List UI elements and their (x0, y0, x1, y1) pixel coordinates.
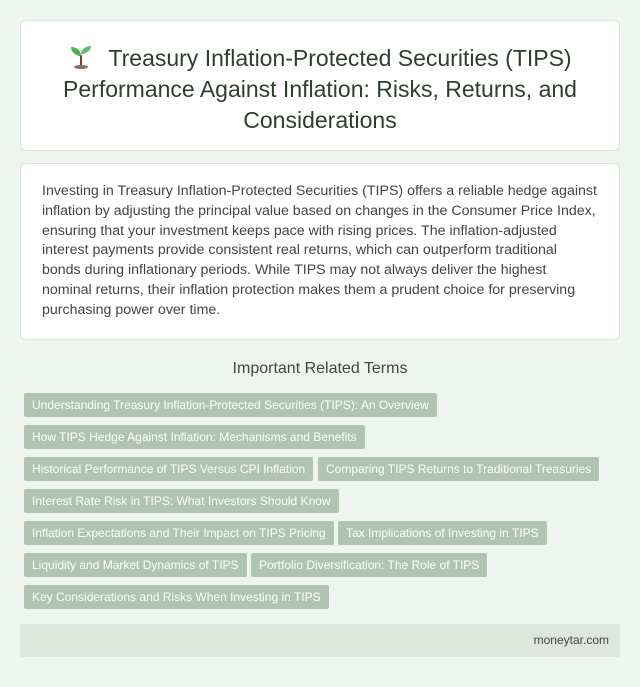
term-tag[interactable]: Interest Rate Risk in TIPS: What Investors Should Know (24, 489, 339, 513)
summary-card (20, 163, 620, 340)
term-tag[interactable]: Liquidity and Market Dynamics of TIPS (24, 553, 247, 577)
term-tag[interactable]: Key Considerations and Risks When Investing in TIPS (24, 585, 329, 609)
title-text: Treasury Inflation-Protected Securities (TIPS) Performance Against Inflation: Risks, Returns, and Considerations (63, 45, 577, 133)
term-tag[interactable]: Historical Performance of TIPS Versus CPI Inflation (24, 457, 313, 481)
title-card (20, 20, 620, 151)
term-tag[interactable]: Inflation Expectations and Their Impact on TIPS Pricing (24, 521, 334, 545)
term-tag[interactable]: Tax Implications of Investing in TIPS (338, 521, 547, 545)
term-tag[interactable]: Understanding Treasury Inflation-Protected Securities (TIPS): An Overview (24, 393, 437, 417)
footer (20, 624, 620, 657)
related-terms-heading: Important Related Terms (232, 360, 408, 377)
summary-paragraph: Investing in Treasury Inflation-Protected Securities (TIPS) offers a reliable hedge against inflation by adjusting the principal value based on changes in the Consumer Price Index, ensuring that your investment keeps pace with rising prices. The inflation-adjusted interest payments provide consistent real returns, which can outperform traditional bonds during inflationary periods. While TIPS may not always deliver the highest nominal returns, their inflation protection makes them a prudent choice for preserving purchasing power over time. (42, 183, 597, 318)
footer-site-link[interactable]: moneytar.com (533, 633, 609, 647)
page-title (21, 43, 619, 136)
sprout-icon (68, 43, 94, 69)
term-tag[interactable]: How TIPS Hedge Against Inflation: Mechanisms and Benefits (24, 425, 365, 449)
term-tag[interactable]: Comparing TIPS Returns to Traditional Treasuries (318, 457, 599, 481)
term-tag[interactable]: Portfolio Diversification: The Role of TIPS (251, 553, 487, 577)
